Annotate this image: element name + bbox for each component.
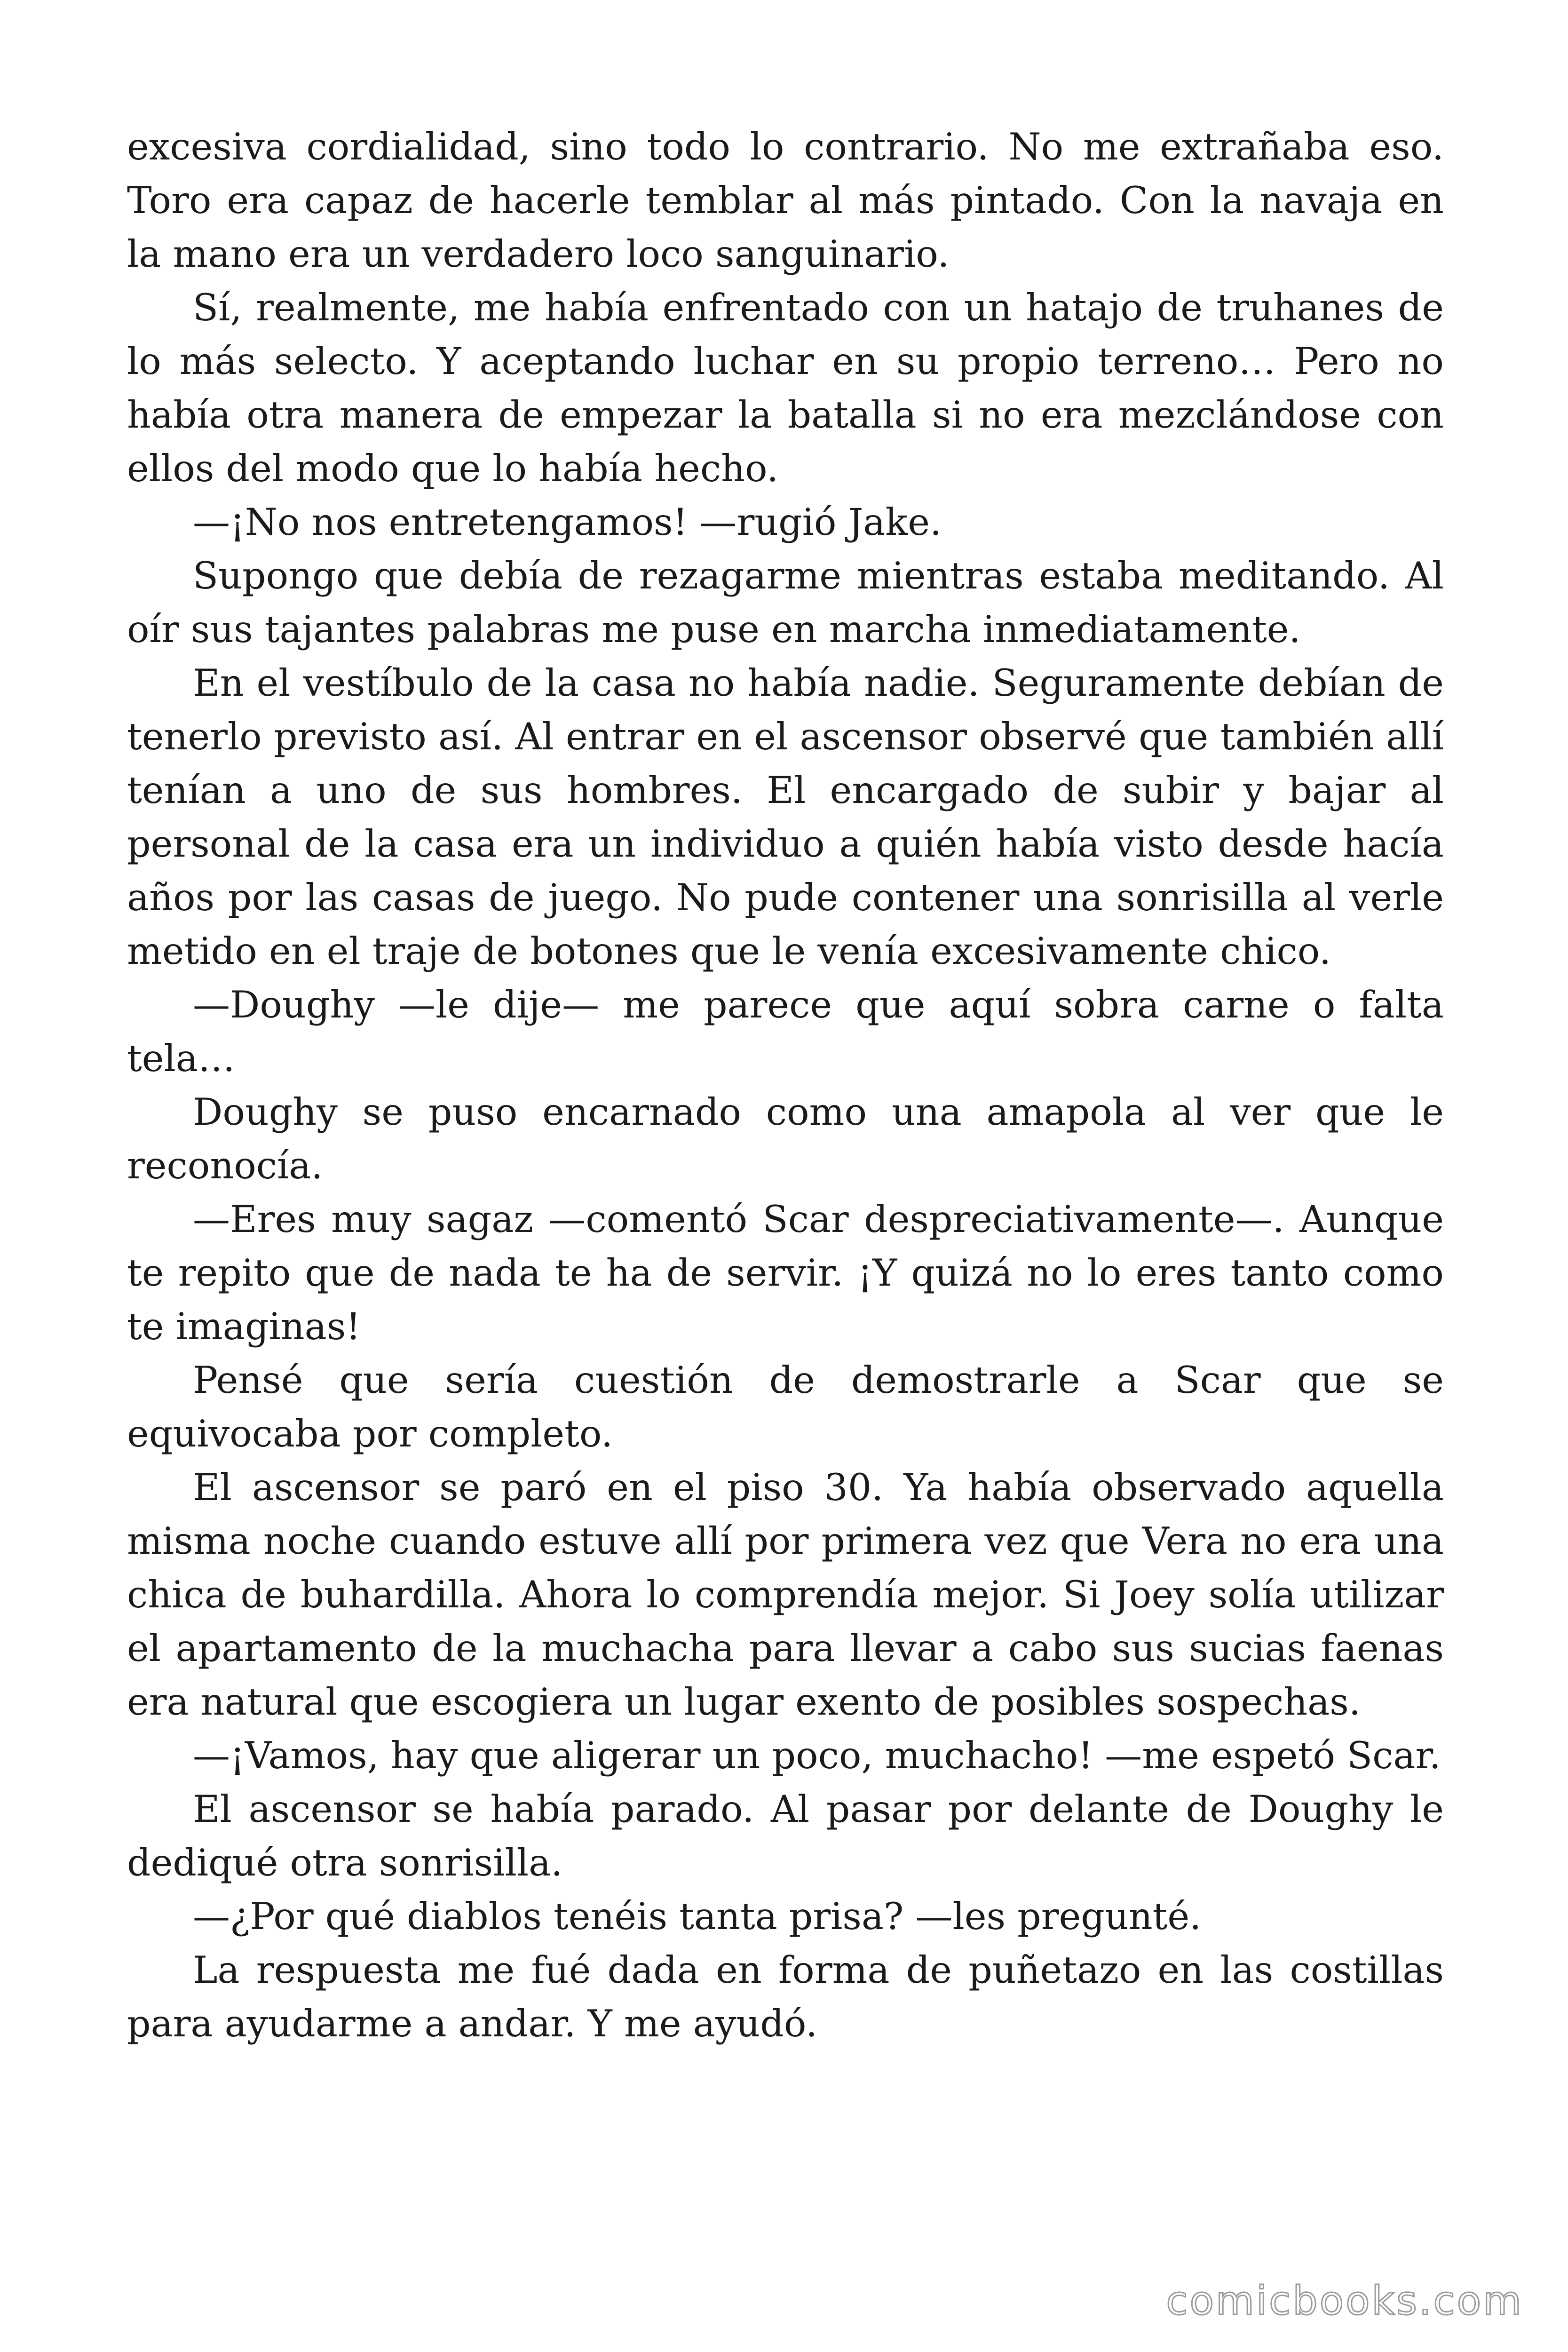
paragraph: Doughy se puso encarnado como una amapola al ver que le reconocía.: [127, 1090, 1444, 1187]
paragraph: La respuesta me fué dada en forma de puñetazo en las costillas para ayudarme a andar. Y me ayudó.: [127, 1948, 1444, 2045]
page-body: [127, 120, 1444, 2050]
paragraph: Pensé que sería cuestión de demostrarle a Scar que se equivocaba por completo.: [127, 1359, 1444, 1455]
paragraph: —¿Por qué diablos tenéis tanta prisa? —les pregunté.: [193, 1895, 1202, 1938]
paragraph: —¡No nos entretengamos! —rugió Jake.: [193, 501, 942, 544]
paragraph: Supongo que debía de rezagarme mientras estaba meditando. Al oír sus tajantes palabras me puse en marcha inmediatamente.: [127, 554, 1444, 651]
paragraph: —Eres muy sagaz —comentó Scar despreciativamente—. Aunque te repito que de nada te ha de servir. ¡Y quizá no lo eres tanto como te imaginas!: [127, 1198, 1444, 1348]
paragraph: El ascensor se paró en el piso 30. Ya había observado aquella misma noche cuando estuve allí por primera vez que Vera no era una chica de buhardilla. Ahora lo comprendía mejor. Si Joey solía utilizar el apartamento de la muchacha para llevar a cabo sus sucias faenas era natural que escogiera un lugar exento de posibles sospechas.: [127, 1466, 1444, 1724]
paragraph: Sí, realmente, me había enfrentado con un hatajo de truhanes de lo más selecto. Y aceptando luchar en su propio terreno… Pero no había otra manera de empezar la batalla si no era mezclándose con ellos del modo que lo había hecho.: [127, 286, 1444, 490]
paragraph: —¡Vamos, hay que aligerar un poco, muchacho! —me espetó Scar.: [193, 1734, 1441, 1777]
paragraph: El ascensor se había parado. Al pasar por delante de Doughy le dediqué otra sonrisilla.: [127, 1788, 1444, 1884]
paragraph: excesiva cordialidad, sino todo lo contrario. No me extrañaba eso. Toro era capaz de hacerle temblar al más pintado. Con la navaja en la mano era un verdadero loco sanguinario.: [127, 125, 1444, 276]
paragraph: En el vestíbulo de la casa no había nadie. Seguramente debían de tenerlo previsto así. Al entrar en el ascensor observé que también allí tenían a uno de sus hombres. El encargado de subir y bajar al personal de la casa era un individuo a quién había visto desde hacía años por las casas de juego. No pude contener una sonrisilla al verle metido en el traje de botones que le venía excesivamente chico.: [127, 661, 1444, 973]
paragraph: —Doughy —le dije— me parece que aquí sobra carne o falta tela…: [127, 983, 1444, 1080]
watermark: comicbooks.com: [1166, 2278, 1523, 2324]
